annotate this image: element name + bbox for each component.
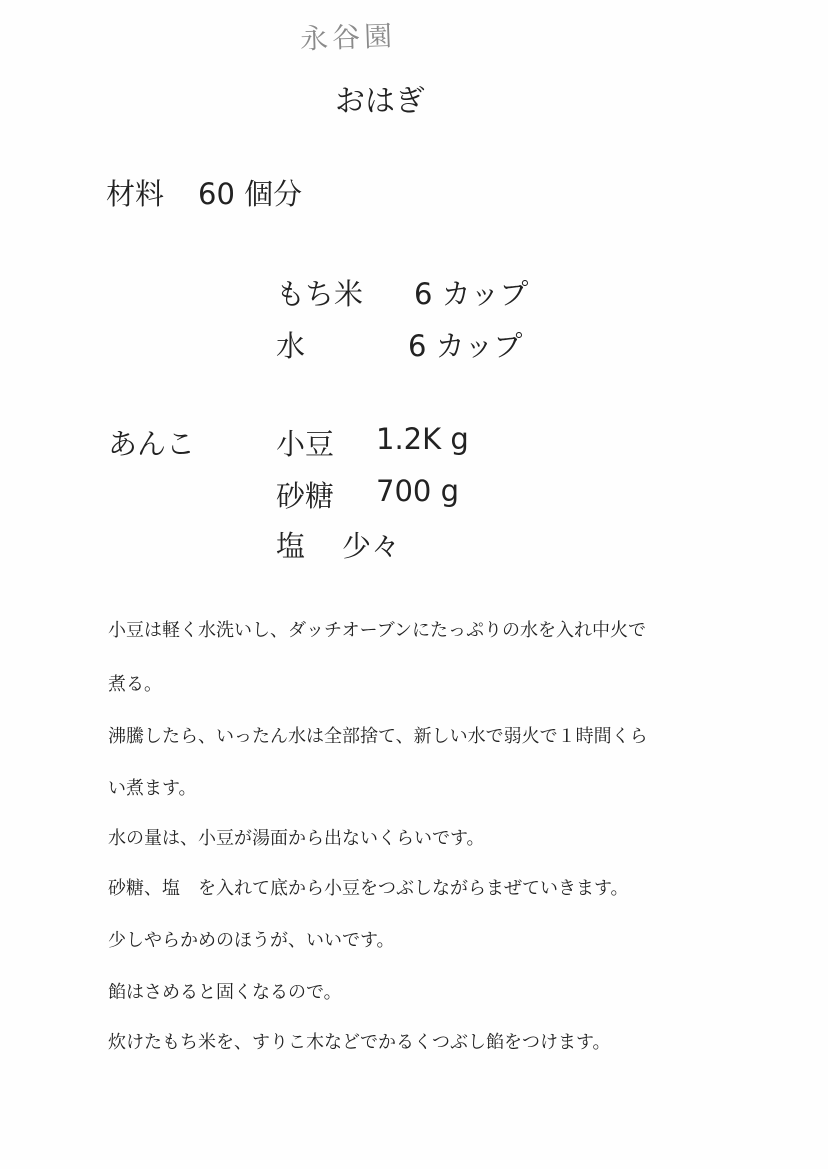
instruction-line: 沸騰したら、いったん水は全部捨て、新しい水で弱火で１時間くら [108, 726, 648, 747]
ingredient-salt [276, 524, 401, 565]
handwritten-stamp: 永谷園 [299, 19, 397, 56]
ingredient-amount: 6 カップ [414, 277, 529, 311]
ingredient-water [276, 324, 523, 365]
materials-count: 60 個分 [198, 177, 303, 211]
materials-heading [106, 172, 302, 213]
recipe-title: おはぎ [335, 84, 425, 119]
ingredient-sugar [276, 474, 459, 515]
instruction-line: い煮ます。 [108, 778, 197, 799]
anko-label: あんこ [108, 427, 196, 461]
ingredient-amount: 1.2K g [376, 422, 469, 456]
instruction-line: 少しやらかめのほうが、いいです。 [108, 930, 395, 951]
instruction-line: 炊けたもち米を、すりこ木などでかるくつぶし餡をつけます。 [108, 1032, 611, 1053]
materials-label: 材料 [106, 177, 165, 211]
ingredient-name: 水 [276, 329, 306, 363]
ingredient-name: 砂糖 [276, 479, 335, 513]
ingredient-amount: 700 g [376, 474, 459, 508]
ingredient-amount: 6 カップ [408, 329, 523, 363]
instruction-line: 水の量は、小豆が湯面から出ないくらいです。 [108, 828, 485, 849]
ingredient-rice [276, 272, 529, 313]
instruction-line: 小豆は軽く水洗いし、ダッチオーブンにたっぷりの水を入れ中火で [108, 620, 647, 641]
instruction-line: 砂糖、塩 を入れて底から小豆をつぶしながらまぜていきます。 [108, 878, 629, 899]
instruction-line: 煮る。 [108, 674, 162, 695]
ingredient-amount: 少々 [342, 529, 401, 563]
ingredient-name: もち米 [276, 277, 364, 311]
ingredient-name: 塩 [276, 529, 306, 563]
ingredient-azuki [276, 422, 469, 463]
ingredient-name: 小豆 [276, 427, 335, 461]
instruction-line: 餡はさめると固くなるので。 [108, 982, 342, 1003]
